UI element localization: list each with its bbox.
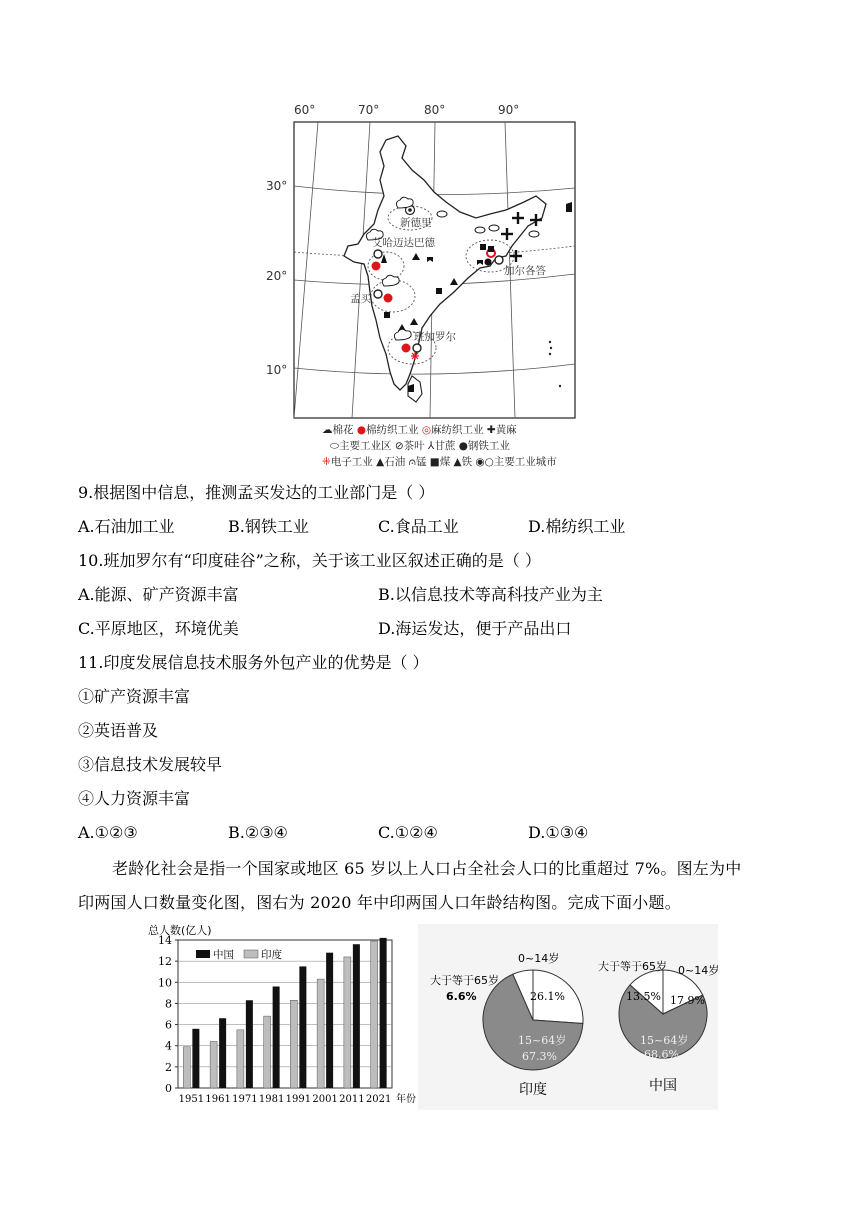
steel-icon: ● <box>458 440 468 452</box>
q9-option-b[interactable]: B.钢铁工业 <box>228 517 309 536</box>
pie-value-65-plus: 13.5% <box>626 990 661 1003</box>
manganese-icon: ⩀ <box>408 456 416 468</box>
bar-china <box>380 938 387 1088</box>
electronics-symbol <box>411 352 419 360</box>
pie-label-15-64: 15~64岁 <box>640 1034 689 1047</box>
tea-icon: ⊘ <box>394 440 404 452</box>
q9-option-c[interactable]: C.食品工业 <box>378 517 459 536</box>
cotton-textile-symbol <box>402 344 411 353</box>
x-tick-label: 1951 <box>178 1094 205 1105</box>
population-charts <box>140 922 720 1112</box>
pie-label-15-64: 15~64岁 <box>518 1034 567 1047</box>
iron-icon: ▲ <box>453 456 462 468</box>
cotton-icon: ☁ <box>322 424 333 436</box>
age-structure-pies <box>418 924 719 1110</box>
y-tick-label: 8 <box>165 997 172 1011</box>
q11-option-c[interactable]: C.①②④ <box>378 823 438 842</box>
city-label-mumbai: 孟买 <box>350 293 371 305</box>
y-axis-label: 总人数(亿人) <box>148 924 212 937</box>
bar-india <box>237 1030 244 1088</box>
lat-label-20: 20° <box>266 269 288 283</box>
bar-india <box>290 1000 297 1088</box>
india-industry-map <box>266 96 590 472</box>
x-tick-label: 2011 <box>339 1094 365 1105</box>
y-tick-label: 6 <box>165 1018 172 1032</box>
cotton-textile-symbol <box>384 294 393 303</box>
pie-label-65-plus: 大于等于65岁 <box>430 974 499 987</box>
x-tick-label: 1971 <box>232 1094 258 1105</box>
x-tick-label: 2021 <box>365 1094 392 1105</box>
question-11-stem: 11.印度发展信息技术服务外包产业的优势是（ ） <box>78 653 429 672</box>
q11-item-3: ③信息技术发展较早 <box>78 755 223 774</box>
city-label-kolkata: 加尔各答 <box>504 265 546 277</box>
jute-icon: ✚ <box>486 424 496 436</box>
q9-option-d[interactable]: D.棉纺织工业 <box>528 517 626 536</box>
pie-label-0-14: 0~14岁 <box>678 964 720 977</box>
jute-textile-icon: ◎ <box>421 424 432 436</box>
legend-label-india: 印度 <box>261 949 282 961</box>
city-label-ahmedabad: 艾哈迈达巴德 <box>372 237 435 249</box>
lon-label-60: 60° <box>294 103 316 117</box>
pie-label-0-14: 0~14岁 <box>518 952 560 965</box>
pie-title: 中国 <box>649 1078 677 1094</box>
legend-swatch-india <box>244 950 258 958</box>
x-tick-label: 1991 <box>285 1094 312 1105</box>
main-city-bangalore-symbol <box>413 344 421 352</box>
coal-icon: ■ <box>429 456 440 468</box>
cotton-textile-icon: ● <box>356 424 367 436</box>
x-tick-label: 1961 <box>205 1094 231 1105</box>
q10-option-a[interactable]: A.能源、矿产资源丰富 <box>78 585 239 604</box>
intro-paragraph-line-2: 印两国人口数量变化图，图右为 2020 年中印两国人口年龄结构图。完成下面小题。 <box>78 893 681 912</box>
population-charts-svg <box>140 922 720 1112</box>
pie-value-15-64: 67.3% <box>522 1050 557 1063</box>
bar-china <box>246 1000 253 1088</box>
bar-india <box>344 957 351 1088</box>
pie-title: 印度 <box>519 1082 547 1098</box>
sugarcane-icon: ⅄ <box>427 440 435 452</box>
q10-option-c[interactable]: C.平原地区，环境优美 <box>78 619 239 638</box>
lat-label-30: 30° <box>266 179 288 193</box>
map-legend: ☁棉花 ●棉纺织工业 ◎麻纺织工业 ✚黄麻 ⬭主要工业区 ⊘茶叶 ⅄甘蔗 ●钢铁工业 ⁜电子工业 ▲石油 ⩀锰 ■煤 ▲铁 ◉○主要工业城市 <box>322 424 557 468</box>
map-figure <box>266 96 590 472</box>
bar-china <box>353 944 360 1088</box>
main-city-icon: ◉○ <box>475 456 494 468</box>
legend-label-china: 中国 <box>213 949 234 961</box>
pie-value-65-plus: 6.6% <box>446 990 477 1003</box>
legend-swatch-china <box>196 950 210 958</box>
x-axis-label: 年份 <box>396 1094 416 1105</box>
main-city-ahmedabad-symbol <box>374 250 382 258</box>
x-tick-label: 1981 <box>258 1094 285 1105</box>
q9-option-a[interactable]: A.石油加工业 <box>78 517 175 536</box>
y-tick-label: 4 <box>165 1039 172 1053</box>
y-tick-label: 12 <box>158 955 172 969</box>
intro-paragraph-line-1: 老龄化社会是指一个国家或地区 65 岁以上人口占全社会人口的比重超过 7%。图左为中 <box>112 859 742 878</box>
q11-item-1: ①矿产资源丰富 <box>78 687 191 706</box>
electronics-icon: ⁜ <box>322 456 331 468</box>
lon-label-70: 70° <box>358 103 380 117</box>
question-10-stem: 10.班加罗尔有“印度硅谷”之称，关于该工业区叙述正确的是（ ） <box>78 551 541 570</box>
q10-option-b[interactable]: B.以信息技术等高科技产业为主 <box>378 585 603 604</box>
city-label-new-delhi: 新德里 <box>400 217 432 229</box>
lon-label-90: 90° <box>498 103 520 117</box>
pie-value-0-14: 17.9% <box>670 994 705 1007</box>
bar-india <box>183 1047 190 1088</box>
bar-india <box>264 1016 271 1088</box>
q11-option-a[interactable]: A.①②③ <box>78 823 138 842</box>
bar-india <box>317 979 324 1088</box>
steel-symbol <box>485 259 492 266</box>
industrial-area-icon: ⬭ <box>330 440 339 452</box>
city-label-bangalore: 班加罗尔 <box>414 331 456 343</box>
y-tick-label: 10 <box>158 976 172 990</box>
x-tick-label: 2001 <box>312 1094 338 1105</box>
coal-symbol <box>480 244 486 250</box>
q11-option-b[interactable]: B.②③④ <box>228 823 288 842</box>
oil-icon: ▲ <box>376 456 385 468</box>
q11-option-d[interactable]: D.①③④ <box>528 823 589 842</box>
q10-option-d[interactable]: D.海运发达，便于产品出口 <box>378 619 572 638</box>
bar-china <box>219 1018 226 1088</box>
pie-value-15-64: 68.6% <box>644 1048 679 1061</box>
cotton-textile-symbol <box>372 262 381 271</box>
y-tick-label: 0 <box>165 1082 172 1095</box>
lon-label-80: 80° <box>424 103 446 117</box>
pie-value-0-14: 26.1% <box>530 990 565 1003</box>
bar-china <box>299 966 306 1088</box>
population-bar-chart <box>148 923 416 1105</box>
y-tick-label: 14 <box>158 934 172 947</box>
main-city-kolkata-symbol <box>495 256 503 264</box>
bar-china <box>326 953 333 1088</box>
bar-india <box>210 1041 217 1088</box>
q11-item-2: ②英语普及 <box>78 721 159 740</box>
bar-china <box>273 987 280 1088</box>
bar-china <box>192 1029 199 1088</box>
pie-label-65-plus: 大于等于65岁 <box>598 960 667 973</box>
lat-label-10: 10° <box>266 363 288 377</box>
q11-item-4: ④人力资源丰富 <box>78 789 191 808</box>
bar-india <box>371 941 378 1088</box>
main-city-mumbai-symbol <box>374 290 382 298</box>
question-9-stem: 9.根据图中信息，推测孟买发达的工业部门是（ ） <box>78 483 435 502</box>
y-tick-label: 2 <box>165 1060 172 1074</box>
